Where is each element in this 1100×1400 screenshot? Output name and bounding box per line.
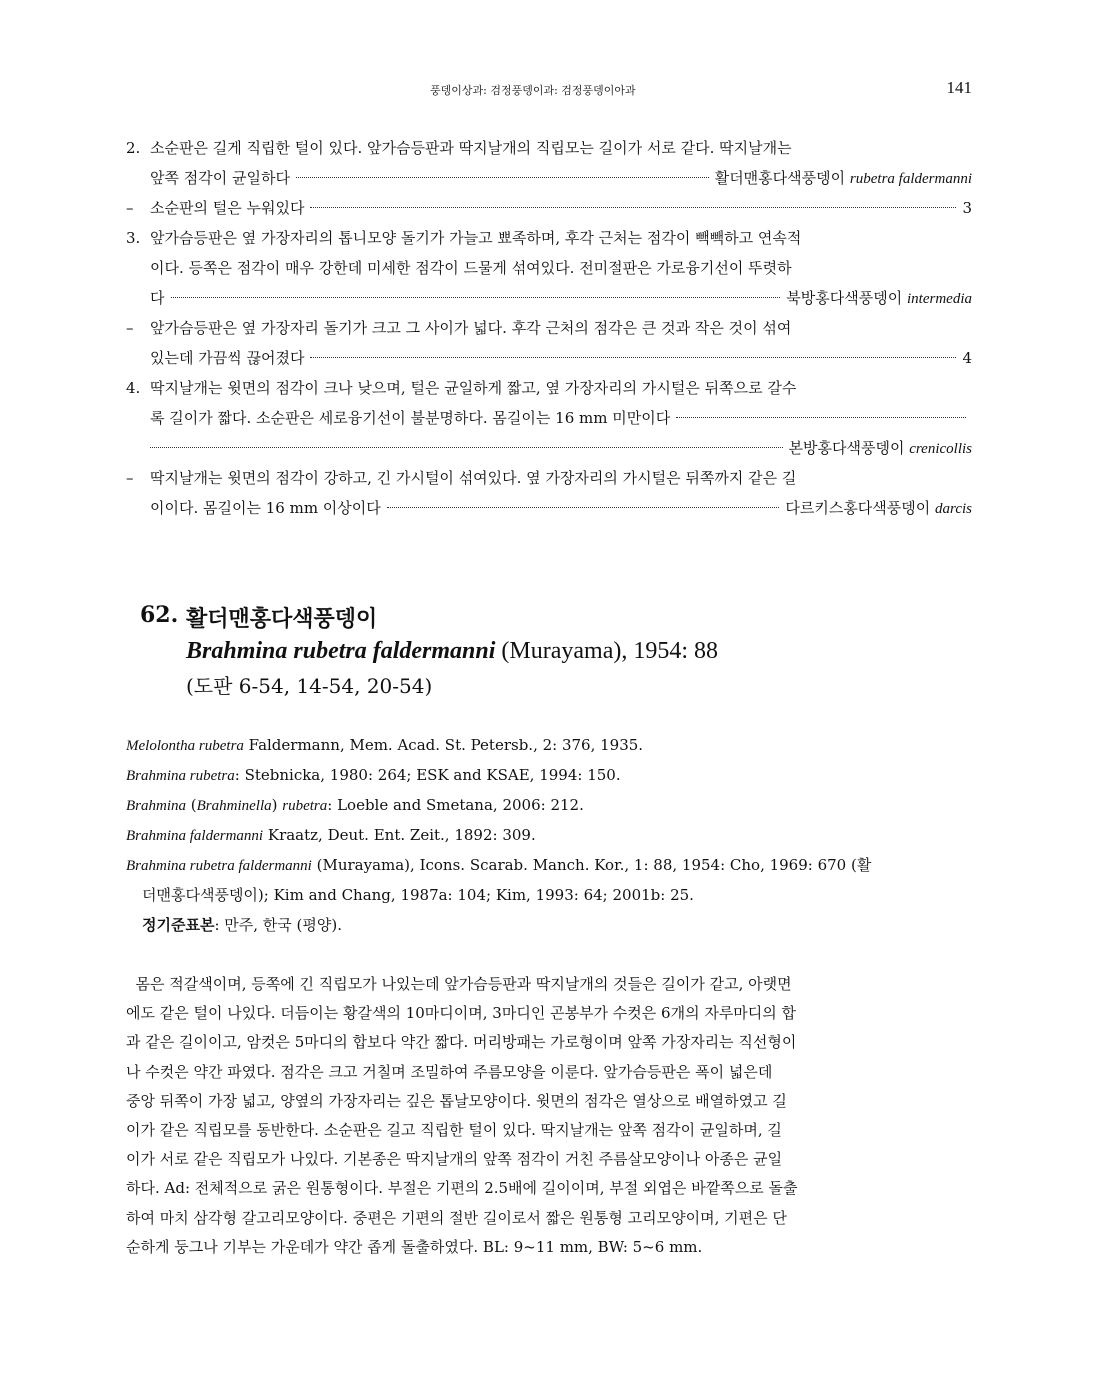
running-header	[0, 78, 1100, 102]
description-line: 몸은 적갈색이며, 등쪽에 긴 직립모가 나있는데 앞가슴등판과 딱지날개의 것들은 길이가 같고, 아랫면	[126, 975, 792, 993]
key-couplet-number: 3.	[126, 229, 141, 247]
key-line	[126, 283, 972, 313]
synonym-name: rubetra	[282, 798, 328, 814]
key-couplet-number: 4.	[126, 379, 141, 397]
key-leader-line	[150, 283, 972, 313]
key-line	[126, 133, 972, 163]
key-text: 이다. 등쪽은 점각이 매우 강한데 미세한 점각이 드물게 섞여있다. 전미절판은 가로융기선이 뚜렷하	[150, 259, 792, 277]
synonym-entry	[126, 760, 972, 790]
key-result-scientific: darcis	[935, 501, 972, 517]
dot-leader	[310, 193, 956, 208]
key-text: 다	[150, 289, 165, 307]
synonym-citation: )	[271, 796, 283, 814]
species-plates: (도판 6-54, 14-54, 20-54)	[186, 674, 433, 698]
synonymy-list	[126, 730, 972, 940]
synonym-citation: : Stebnicka, 1980: 264; ESK and KSAE, 1994: 150.	[234, 766, 621, 784]
synonym-citation: 더맨홍다색풍뎅이); Kim and Chang, 1987a: 104; Kim, 1993: 64; 2001b: 25.	[142, 886, 694, 904]
identification-key	[126, 133, 972, 523]
synonym-entry	[126, 880, 972, 910]
header-title: 풍뎅이상과: 검정풍뎅이과: 검정풍뎅이아과	[430, 84, 636, 97]
key-result-scientific: crenicollis	[909, 441, 972, 457]
key-leader-line	[150, 343, 972, 373]
key-result-korean: 본방홍다색풍뎅이	[788, 439, 905, 457]
key-text: 딱지날개는 윗면의 점각이 강하고, 긴 가시털이 섞여있다. 옆 가장자리의 가시털은 뒤쪽까지 같은 길	[150, 469, 797, 487]
synonym-citation: (Murayama), Icons. Scarab. Manch. Kor., 1: 88, 1954: Cho, 1969: 670 (활	[311, 856, 872, 874]
key-text: 앞가슴등판은 옆 가장자리 돌기가 크고 그 사이가 넓다. 후각 근처의 점각은 큰 것과 작은 것이 섞여	[150, 319, 792, 337]
dot-leader	[310, 343, 956, 358]
key-result-korean: 북방홍다색풍뎅이	[786, 289, 903, 307]
key-result	[715, 163, 972, 193]
key-couplet-number: –	[126, 319, 134, 337]
key-text: 앞쪽 점각이 균일하다	[150, 169, 290, 187]
key-line	[126, 343, 972, 373]
description-line: 에도 같은 털이 나있다. 더듬이는 황갈색의 10마디이며, 3마디인 곤봉부가 수컷은 6개의 자루마디의 합	[126, 1004, 797, 1023]
key-text: 딱지날개는 윗면의 점각이 크나 낮으며, 털은 균일하게 짧고, 옆 가장자리의 가시털은 뒤쪽으로 갈수	[150, 379, 797, 397]
synonym-entry	[126, 730, 972, 760]
dot-leader	[150, 433, 783, 448]
synonym-entry	[126, 790, 972, 820]
key-couplet-number: 2.	[126, 139, 141, 157]
description-line: 이가 서로 같은 직립모가 나있다. 기본종은 딱지날개의 앞쪽 점각이 거친 주름살모양이나 아종은 균일	[126, 1150, 783, 1169]
key-line	[126, 253, 972, 283]
synonym-name: Brahmina	[126, 798, 186, 814]
key-result-korean: 4	[962, 349, 972, 367]
key-text: 이이다. 몸길이는 16 mm 이상이다	[150, 499, 381, 517]
key-result-korean: 다르키스홍다색풍뎅이	[785, 499, 931, 517]
synonym-citation: Faldermann, Mem. Acad. St. Petersb., 2: 376, 1935.	[243, 736, 644, 754]
species-scientific-name: Brahmina rubetra faldermanni	[186, 638, 496, 664]
key-line	[126, 223, 972, 253]
key-text: 있는데 가끔씩 끊어졌다	[150, 349, 305, 367]
key-couplet-number: –	[126, 199, 134, 217]
synonym-name: Brahmina rubetra faldermanni	[126, 858, 312, 874]
species-number: 62.	[140, 602, 179, 628]
description-line: 하여 마치 삼각형 갈고리모양이다. 중편은 기편의 절반 길이로서 짧은 원통형 고리모양이며, 기편은 단	[126, 1208, 787, 1227]
synonym-citation: (	[186, 796, 197, 814]
key-text: 소순판은 길게 직립한 털이 있다. 앞가슴등판과 딱지날개의 직립모는 길이가 서로 같다. 딱지날개는	[150, 139, 792, 157]
key-leader-line	[150, 433, 972, 463]
description-line: 하다. Ad: 전체적으로 굵은 원통형이다. 부절은 기편의 2.5배에 길이이며, 부절 외엽은 바깥쪽으로 돌출	[126, 1179, 798, 1198]
key-text: 앞가슴등판은 옆 가장자리의 톱니모양 돌기가 가늘고 뾰족하며, 후각 근처는 점각이 빽빽하고 연속적	[150, 229, 802, 247]
dot-leader	[387, 493, 780, 508]
key-result-korean: 활더맨홍다색풍뎅이	[714, 169, 846, 187]
dot-leader	[171, 283, 781, 298]
species-description	[126, 970, 972, 1262]
dot-leader	[676, 403, 966, 418]
synonym-name: Brahmina rubetra	[126, 768, 235, 784]
key-leader-line	[150, 403, 972, 433]
key-result	[785, 493, 972, 523]
key-result	[962, 193, 972, 223]
key-couplet-number: –	[126, 469, 134, 487]
synonym-citation: : Loeble and Smetana, 2006: 212.	[327, 796, 584, 814]
key-result-scientific: rubetra faldermanni	[849, 171, 972, 187]
key-line	[126, 313, 972, 343]
key-result-scientific: intermedia	[907, 291, 972, 307]
synonym-entry	[126, 820, 972, 850]
key-leader-line	[150, 163, 972, 193]
key-line	[126, 403, 972, 433]
key-line	[126, 433, 972, 463]
synonym-subgenus: Brahminella	[196, 798, 272, 814]
key-leader-line	[150, 193, 972, 223]
page-number: 141	[946, 78, 972, 97]
key-result	[789, 433, 972, 463]
synonym-entry	[126, 850, 972, 880]
key-line	[126, 163, 972, 193]
description-line: 이가 같은 직립모를 동반한다. 소순판은 길고 직립한 털이 있다. 딱지날개는 앞쪽 점각이 균일하며, 길	[126, 1120, 782, 1139]
key-leader-line	[150, 493, 972, 523]
synonym-name: Brahmina faldermanni	[126, 828, 264, 844]
species-scientific-line	[186, 638, 718, 665]
key-line	[126, 193, 972, 223]
type-specimen-label: 정기준표본	[142, 916, 215, 934]
key-line	[126, 463, 972, 493]
key-text: 소순판의 털은 누워있다	[150, 199, 305, 217]
species-authority: (Murayama), 1954: 88	[501, 638, 719, 664]
type-specimen-value: : 만주, 한국 (평양).	[214, 916, 342, 934]
key-text: 록 길이가 짧다. 소순판은 세로융기선이 불분명하다. 몸길이는 16 mm 미만이다	[150, 409, 671, 427]
key-result	[962, 343, 972, 373]
key-line	[126, 493, 972, 523]
description-line: 과 같은 길이이고, 암컷은 5마디의 합보다 약간 짧다. 머리방패는 가로형이며 앞쪽 가장자리는 직선형이	[126, 1033, 797, 1052]
dot-leader	[296, 163, 709, 178]
description-line: 나 수컷은 약간 파였다. 점각은 크고 거칠며 조밀하여 주름모양을 이룬다. 앞가슴등판은 폭이 넓은데	[126, 1062, 773, 1081]
synonym-citation: Kraatz, Deut. Ent. Zeit., 1892: 309.	[263, 826, 536, 844]
synonym-name: Melolontha rubetra	[126, 738, 244, 754]
description-line: 중앙 뒤쪽이 가장 넓고, 양옆의 가장자리는 깊은 톱날모양이다. 윗면의 점각은 열상으로 배열하였고 길	[126, 1091, 787, 1110]
type-specimen	[126, 910, 972, 940]
key-result-korean: 3	[962, 199, 972, 217]
key-line	[126, 373, 972, 403]
description-line: 순하게 둥그나 기부는 가운데가 약간 좁게 돌출하였다. BL: 9~11 mm, BW: 5~6 mm.	[126, 1237, 703, 1256]
key-result	[786, 283, 972, 313]
species-korean-name: 활더맨홍다색풍뎅이	[186, 606, 378, 632]
